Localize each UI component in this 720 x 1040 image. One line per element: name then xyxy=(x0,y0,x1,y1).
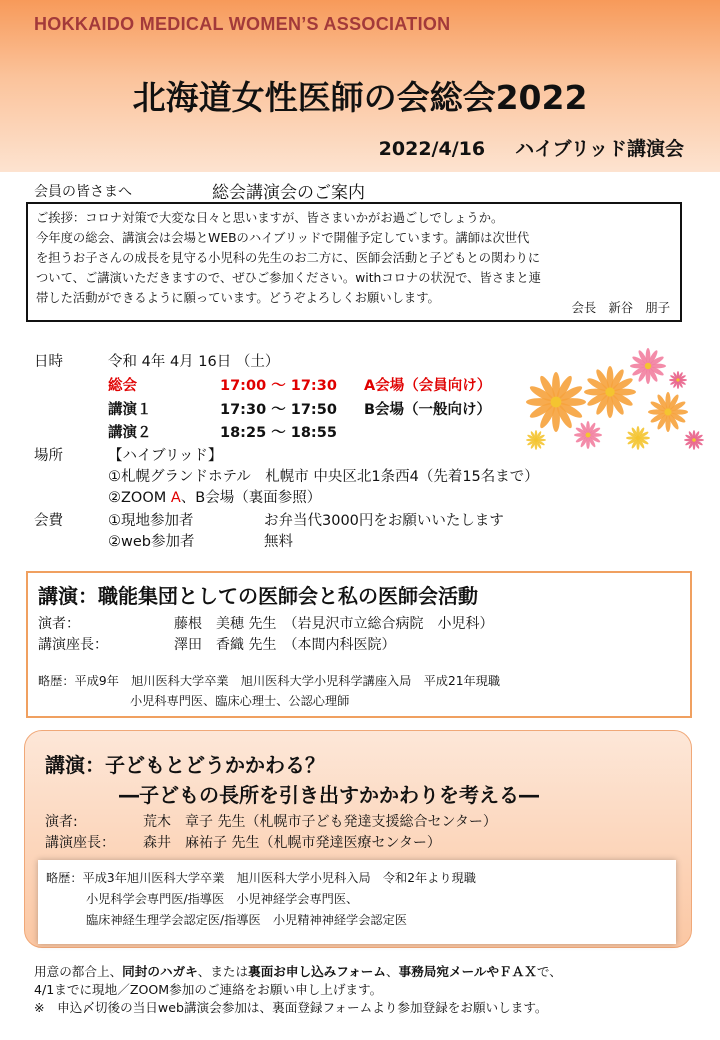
lecture1-speaker-label: 演者： xyxy=(38,616,80,632)
place-label: 場所 xyxy=(34,448,63,464)
lecture2-bio-line: 臨床神経生理学会認定医/指導医 小児精神神経学会認定医 xyxy=(86,913,407,927)
event-date: 2022/4/16 xyxy=(378,138,486,160)
place-online-room-a: A xyxy=(170,490,181,506)
lecture2-chair: 森井 麻祐子 先生（札幌市発達医療センター） xyxy=(143,835,441,851)
footer-emphasis: 裏面お申し込みフォーム xyxy=(248,964,386,979)
greeting-box xyxy=(26,202,682,322)
place-online-prefix: ②ZOOM xyxy=(108,490,171,506)
lecture1-bio-line: 小児科専門医、臨床心理士、公認心理師 xyxy=(130,694,350,708)
footer-text: 、または xyxy=(197,964,249,979)
schedule-item-name: 講演１ xyxy=(108,402,152,418)
fee-onsite-name: ①現地参加者 xyxy=(108,513,194,529)
place-online-suffix: 、B会場（裏面参照） xyxy=(180,490,322,506)
footer-emphasis: 事務局宛メールやＦＡＸ xyxy=(398,964,537,979)
schedule-item-time: 18:25 ～ 18:55 xyxy=(220,425,337,441)
fee-web-name: ②web参加者 xyxy=(108,534,195,550)
lecture2-bio-line: 略歴：平成3年旭川医科大学卒業 旭川医科大学小児科入局 令和2年より現職 xyxy=(46,871,476,885)
lecture1-box xyxy=(26,571,692,718)
footer-note-line2: 4/1までに現地／ZOOM参加のご連絡をお願い申し上げます。 xyxy=(34,982,383,997)
lecture2-chair-label: 講演座長： xyxy=(45,835,115,851)
lecture1-chair-label: 講演座長： xyxy=(38,637,108,653)
footer-text: 、 xyxy=(386,964,399,979)
date-label: 日時 xyxy=(34,354,63,370)
greeting-signature: 会長 新谷 朋子 xyxy=(571,301,670,315)
event-type: ハイブリッド講演会 xyxy=(515,138,684,160)
fee-label: 会費 xyxy=(34,513,63,529)
place-online xyxy=(108,488,321,508)
lecture1-speaker: 藤根 美穂 先生 （岩見沢市立総合病院 小児科） xyxy=(174,616,494,632)
schedule-item-name: 講演２ xyxy=(108,425,152,441)
lecture2-title: 講演：子どもとどうかかわる？ xyxy=(45,753,325,777)
schedule-item-time: 17:00 ～ 17:30 xyxy=(220,378,337,394)
page-title: 北海道女性医師の会総会2022 xyxy=(132,78,588,117)
greeting-recipient: 会員の皆さまへ xyxy=(34,184,132,200)
lecture1-bio-line: 略歴：平成9年 旭川医科大学卒業 旭川医科大学小児科学講座入局 平成21年現職 xyxy=(38,674,501,688)
footer-emphasis: 同封のハガキ xyxy=(122,964,198,979)
date-value: 令和 4年 4月 16日 （土） xyxy=(108,354,280,370)
lecture1-title: 講演：職能集団としての医師会と私の医師会活動 xyxy=(38,584,478,608)
event-subtitle xyxy=(379,134,684,161)
place-mode: 【ハイブリッド】 xyxy=(108,448,223,464)
schedule-item-room: B会場（一般向け） xyxy=(364,402,492,418)
schedule-item-room: A会場（会員向け） xyxy=(364,378,492,394)
place-venue: ①札幌グランドホテル 札幌市 中央区北1条西4（先着15名まで） xyxy=(108,469,539,485)
footer-note-line3: ※ 申込〆切後の当日web講演会参加は、裏面登録フォームより参加登録をお願いします。 xyxy=(34,1000,548,1015)
lecture2-bio-box xyxy=(38,860,676,944)
flower-cluster-icon xyxy=(518,340,708,460)
lecture2-speaker: 荒木 章子 先生（札幌市子ども発達支援総合センター） xyxy=(143,814,497,830)
header-banner xyxy=(0,0,720,172)
footer-text: 用意の都合上、 xyxy=(34,964,123,979)
greeting-heading: 総会講演会のご案内 xyxy=(212,183,365,203)
greeting-text: ご挨拶：コロナ対策で大変な日々と思いますが、皆さまいかがお過ごしでしょうか。 今年度の総会、講演会は会場とWEBのハイブリッドで開催予定しています。講師は次世代 を担うお子さんの成長を見守る小児科の先生のお二方に、医師会活動と子どもとの関わりに ついて、ご講演いただきますので、ぜひご参加ください。withコロナの状況で、皆さまと連 帯した活動ができるように願っています。どうぞよろしくお願いします。 xyxy=(36,211,541,305)
footer-note-line1 xyxy=(34,961,562,980)
organization-name: HOKKAIDO MEDICAL WOMEN’S ASSOCIATION xyxy=(34,14,451,34)
lecture2-bio-line: 小児科学会専門医/指導医 小児神経学会専門医、 xyxy=(86,892,359,906)
lecture2-subtitle: ―子どもの長所を引き出すかかわりを考える― xyxy=(119,783,539,807)
lecture1-chair: 澤田 香織 先生 （本間内科医院） xyxy=(174,637,396,653)
lecture2-speaker-label: 演者: xyxy=(45,814,78,830)
schedule-item-time: 17:30 ～ 17:50 xyxy=(220,402,337,418)
schedule-item-name: 総会 xyxy=(108,378,137,394)
fee-onsite-value: お弁当代3000円をお願いいたします xyxy=(264,513,504,529)
fee-web-value: 無料 xyxy=(264,534,293,550)
footer-text: で、 xyxy=(536,964,562,979)
